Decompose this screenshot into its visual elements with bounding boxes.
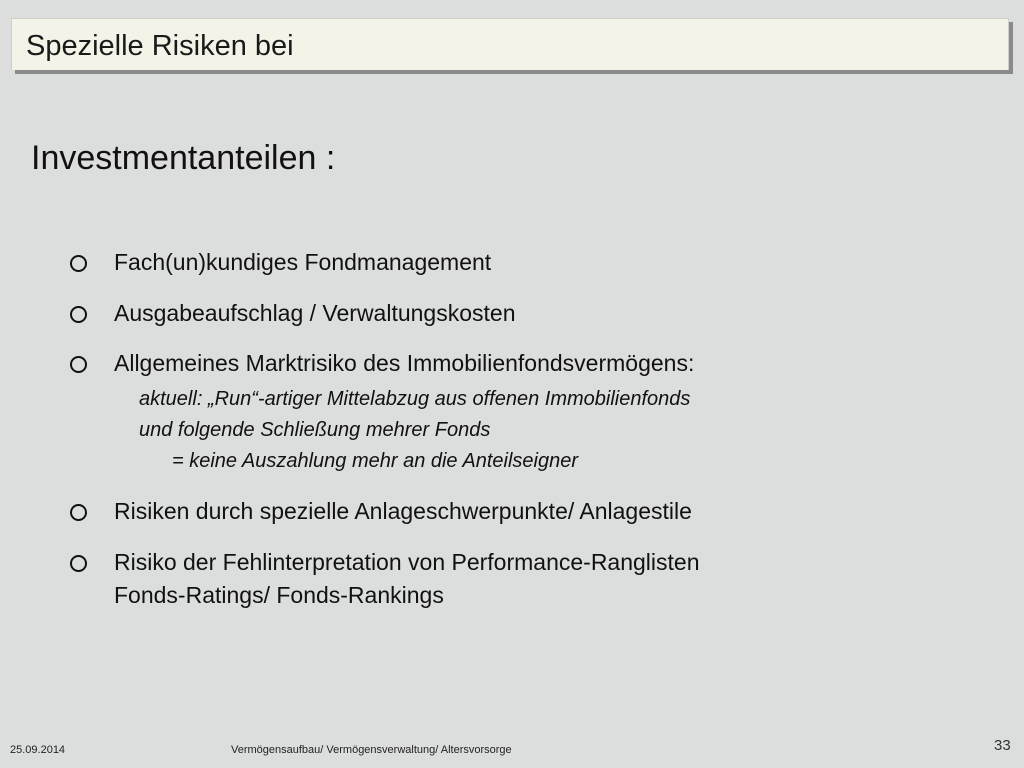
footer-center-text: Vermögensaufbau/ Vermögensverwaltung/ Altersvorsorge — [231, 744, 512, 756]
bullet-circle-icon — [70, 555, 87, 572]
footer-date: 25.09.2014 — [10, 744, 66, 756]
bullet-circle-icon — [70, 306, 87, 323]
bullet-label: Risiken durch spezielle Anlageschwerpunkte/ Anlagestile — [114, 498, 692, 524]
bullet-circle-icon — [70, 255, 87, 272]
bullet-label: Fach(un)kundiges Fondmanagement — [114, 249, 492, 275]
page-number: 33 — [994, 737, 1011, 754]
bullet-circle-icon — [70, 504, 87, 521]
sub-line: und folgende Schließung mehrer Fonds — [139, 419, 491, 441]
title-bar — [11, 18, 1009, 70]
bullet-label-continuation: Fonds-Ratings/ Fonds-Rankings — [114, 582, 444, 608]
sub-line: aktuell: „Run“-artiger Mittelabzug aus offenen Immobilienfonds — [139, 388, 691, 410]
slide-subtitle: Investmentanteilen : — [31, 139, 336, 177]
bullet-label: Ausgabeaufschlag / Verwaltungskosten — [114, 300, 516, 326]
bullet-circle-icon — [70, 356, 87, 373]
sub-line: = keine Auszahlung mehr an die Anteilseigner — [172, 450, 578, 472]
bullet-label: Allgemeines Marktrisiko des Immobilienfondsvermögens: — [114, 350, 695, 376]
bullet-label: Risiko der Fehlinterpretation von Performance-Ranglisten — [114, 549, 700, 575]
slide-title: Spezielle Risiken bei — [26, 30, 294, 62]
